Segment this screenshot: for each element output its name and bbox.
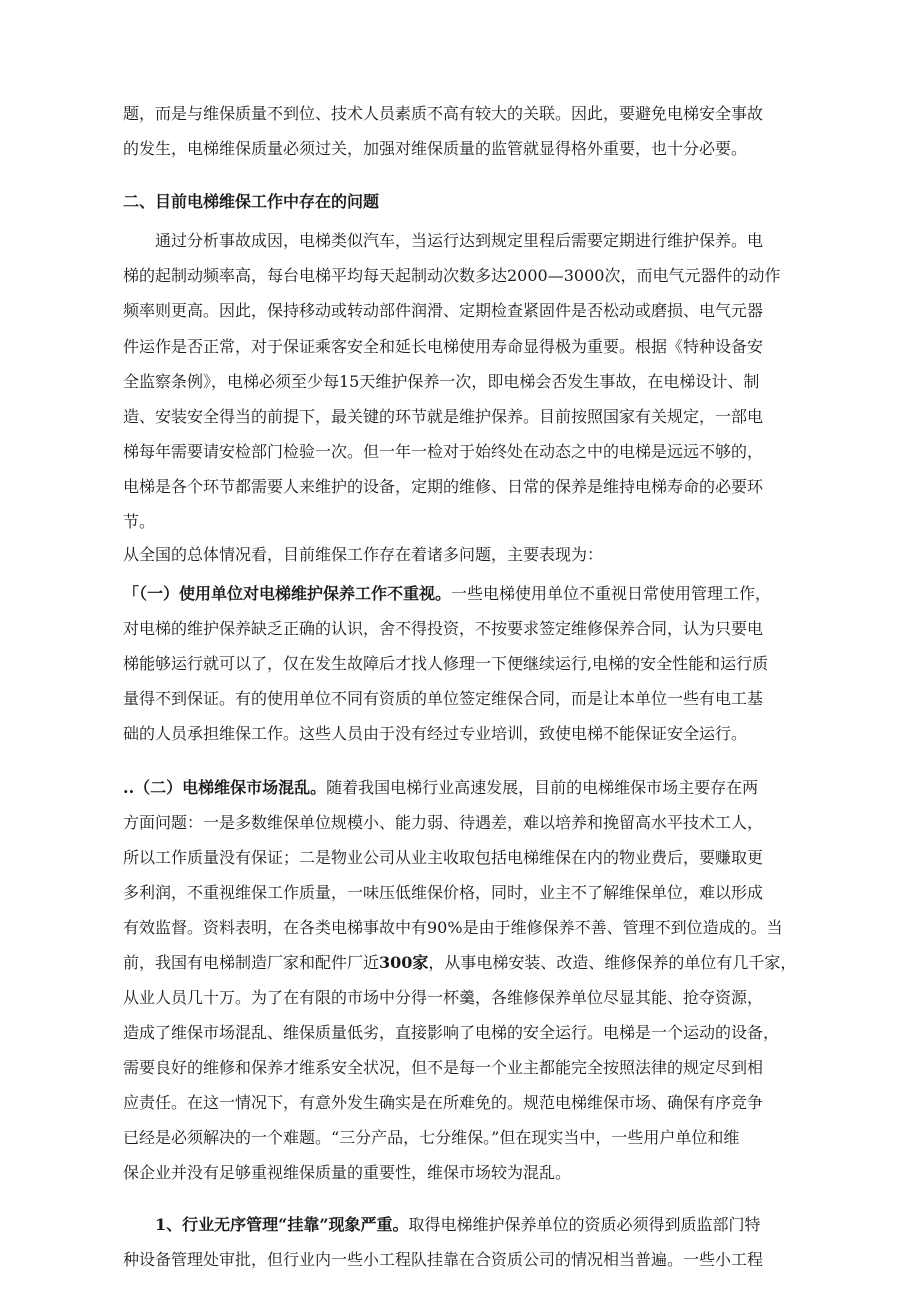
text-line: 需要良好的维修和保养才维系安全状况，但不是每一个业主都能完全按照法律的规定尽到相: [123, 1058, 764, 1077]
text-line: 有效监督。资料表明，在各类电梯事故中有90%是由于维修保养不善、管理不到位造成的。当: [123, 918, 783, 937]
text-line: 已经是必须解决的一个难题。“三分产品，七分维保。”但在现实当中，一些用户单位和维: [123, 1128, 740, 1147]
text-line: 梯能够运行就可以了，仅在发生故障后才找人修理一下便继续运行,电梯的安全性能和运行质: [123, 654, 769, 673]
subsection-line: 1、行业无序管理“挂靠”现象严重。取得电梯维护保养单位的资质必须得到质监部门特: [155, 1215, 761, 1234]
text-line: 应责任。在这一情况下，有意外发生确实是在所难免的。规范电梯维保市场、确保有序竞争: [123, 1093, 764, 1112]
text-line: 种设备管理处审批，但行业内一些小工程队挂靠在合资质公司的情况相当普遍。一些小工程: [123, 1250, 764, 1269]
text-line: 电梯是各个环节都需要人来维护的设备，定期的维修、日常的保养是维持电梯寿命的必要环: [123, 477, 764, 496]
text-line: 梯每年需要请安检部门检验一次。但一年一检对于始终处在动态之中的电梯是远远不够的，: [123, 442, 764, 461]
text-line: 造成了维保市场混乱、维保质量低劣，直接影响了电梯的安全运行。电梯是一个运动的设备，: [123, 1023, 780, 1042]
subsection-heading: 1、行业无序管理“挂靠”现象严重。: [155, 1215, 409, 1234]
text-line: 前，我国有电梯制造厂家和配件厂近300家，从事电梯安装、改造、维修保养的单位有几千家，: [123, 953, 797, 972]
emphasis: 300家: [379, 953, 429, 972]
text-line: 节。: [123, 512, 156, 531]
text-line: 对电梯的维护保养缺乏正确的认识，舍不得投资，不按要求签定维修保养合同，认为只要电: [123, 619, 764, 638]
text-line: 梯的起制动频率高，每台电梯平均每天起制动次数多达2000—3000次，而电气元器件的动作: [123, 266, 781, 285]
text-line: 方面问题：一是多数维保单位规模小、能力弱、待遇差，难以培养和挽留高水平技术工人，: [123, 813, 764, 832]
section-heading: 二、目前电梯维保工作中存在的问题: [123, 192, 380, 211]
text-line: 所以工作质量没有保证；二是物业公司从业主收取包括电梯维保在内的物业费后，要赚取更: [123, 848, 764, 867]
text-line: 频率则更高。因此，保持移动或转动部件润滑、定期检查紧固件是否松动或磨损、电气元器: [123, 301, 764, 320]
text-line: 通过分析事故成因，电梯类似汽车，当运行达到规定里程后需要定期进行维护保养。电: [155, 231, 764, 250]
text-line: 量得不到保证。有的使用单位不同有资质的单位签定维保合同，而是让本单位一些有电工基: [123, 689, 764, 708]
subsection-heading: ..（二）电梯维保市场混乱。: [123, 778, 327, 797]
text-line: 造、安装安全得当的前提下，最关键的环节就是维护保养。目前按照国家有关规定，一部电: [123, 407, 764, 426]
subsection-heading: 「（一）使用单位对电梯维护保养工作不重视。: [123, 584, 452, 603]
text-line: 从业人员几十万。为了在有限的市场中分得一杯羹，各维修保养单位尽显其能、抢夺资源，: [123, 988, 764, 1007]
text-line: 的发生，电梯维保质量必须过关，加强对维保质量的监管就显得格外重要，也十分必要。: [123, 139, 748, 158]
text-line: 从全国的总体情况看，目前维保工作存在着诸多问题，主要表现为：: [123, 545, 604, 564]
subsection-line: 「（一）使用单位对电梯维护保养工作不重视。一些电梯使用单位不重视日常使用管理工作，: [123, 584, 772, 603]
text-line: 全监察条例》，电梯必须至少每15天维护保养一次，即电梯会否发生事故，在电梯设计、制: [123, 372, 760, 391]
subsection-line: ..（二）电梯维保市场混乱。随着我国电梯行业高速发展，目前的电梯维保市场主要存在两: [123, 778, 759, 797]
text-line: 题，而是与维保质量不到位、技术人员素质不高有较大的关联。因此，要避免电梯安全事故: [123, 104, 764, 123]
text-line: 多利润，不重视维保工作质量，一味压低维保价格，同时，业主不了解维保单位，难以形成: [123, 883, 764, 902]
text-line: 础的人员承担维保工作。这些人员由于没有经过专业培训，致使电梯不能保证安全运行。: [123, 724, 748, 743]
text-line: 保企业并没有足够重视维保质量的重要性，维保市场较为混乱。: [123, 1163, 572, 1182]
text-line: 件运作是否正常，对于保证乘客安全和延长电梯使用寿命显得极为重要。根据《特种设备安: [123, 337, 764, 356]
